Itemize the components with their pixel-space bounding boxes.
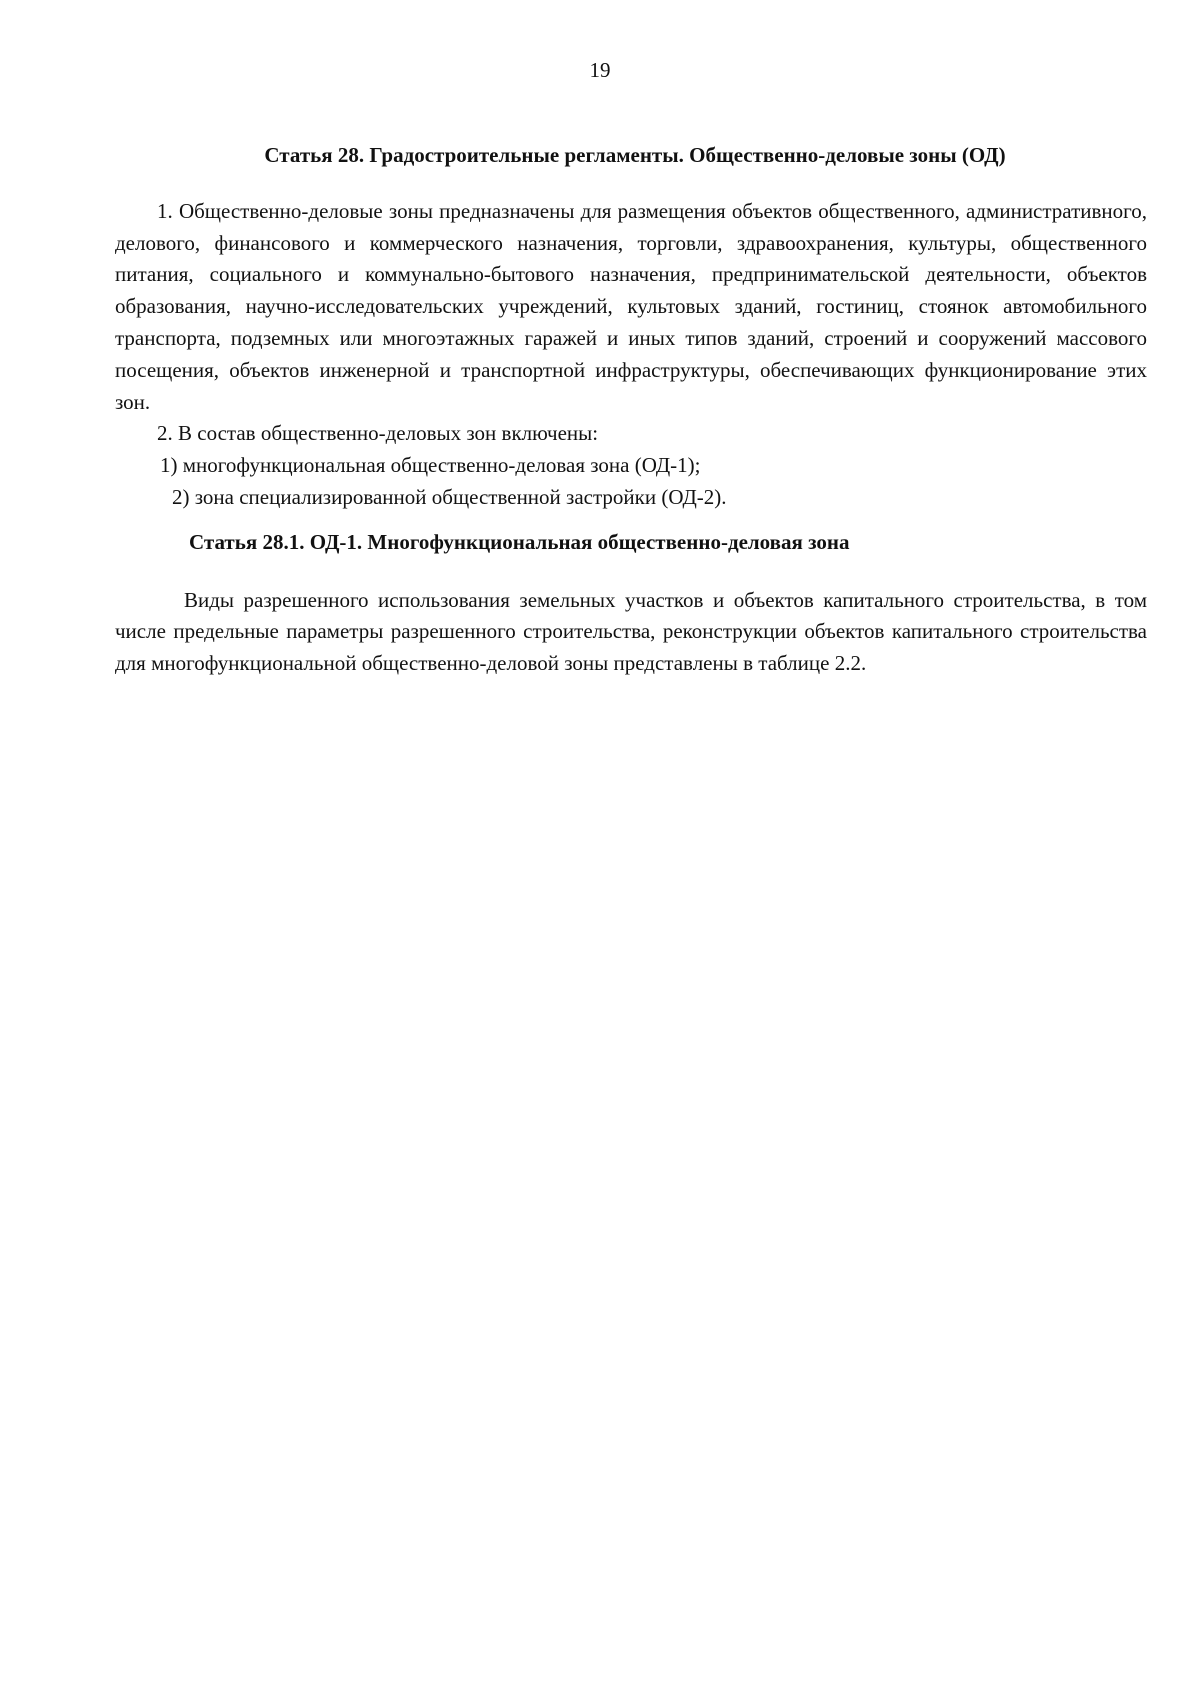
article-28-heading: Статья 28. Градостроительные регламенты. Общественно-деловые зоны (ОД) bbox=[264, 143, 1006, 167]
article-28-1-paragraph: Виды разрешенного использования земельных участков и объектов капитального строительства, в том числе предельные параметры разрешенного строительства, реконструкции объектов капитального строительства для многофункциональной общественно-деловой зоны представлены в таблице 2.2. bbox=[115, 587, 1147, 676]
article-28-paragraph-2: 2. В состав общественно-деловых зон включены: bbox=[157, 421, 599, 446]
article-28-1-heading: Статья 28.1. ОД-1. Многофункциональная общественно-деловая зона bbox=[189, 529, 850, 554]
page-content bbox=[115, 140, 1147, 680]
article-28-paragraph-1: 1. Общественно-деловые зоны предназначены для размещения объектов общественного, административного, делового, финансового и коммерческого назначения, торговли, здравоохранения, культуры, общественного питания, социального и коммунально-бытового назначения, предпринимательской деятельности, объектов образования, научно-исследовательских учреждений, культовых зданий, гостиниц, стоянок автомобильного транспорта, подземных или многоэтажных гаражей и иных типов зданий, строений и сооружений массового посещения, объектов инженерной и транспортной инфраструктуры, обеспечивающих функционирование этих зон. bbox=[115, 198, 1147, 414]
page-number: 19 bbox=[589, 58, 611, 82]
zone-list-item: 1) многофункциональная общественно-деловая зона (ОД-1); bbox=[160, 453, 701, 478]
zone-list-item: 2) зона специализированной общественной застройки (ОД-2). bbox=[172, 484, 727, 509]
